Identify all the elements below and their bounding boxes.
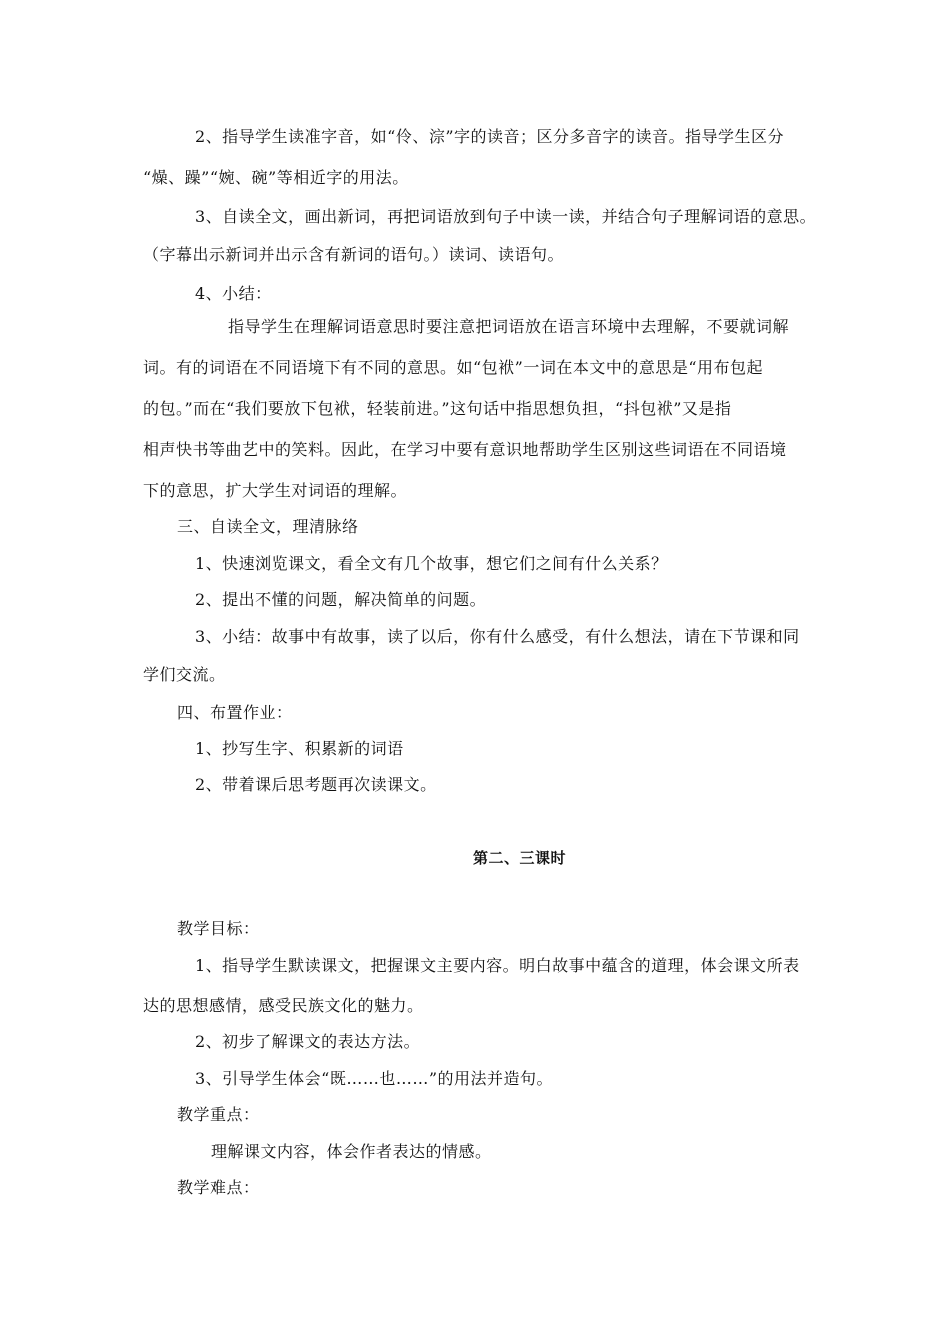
text-line: 2、指导学生读准字音，如“伶、淙”字的读音；区分多音字的读音。指导学生区分 — [195, 127, 785, 146]
section-heading: 教学难点： — [177, 1178, 260, 1197]
section-heading: 教学重点： — [177, 1105, 260, 1124]
text-line: 学们交流。 — [143, 665, 226, 684]
section-heading: 四、布置作业： — [177, 703, 293, 722]
text-line: 1、快速浏览课文，看全文有几个故事，想它们之间有什么关系？ — [195, 554, 668, 573]
text-line: 指导学生在理解词语意思时要注意把词语放在语言环境中去理解，不要就词解 — [228, 317, 790, 336]
section-heading: 三、自读全文，理清脉络 — [177, 517, 359, 536]
text-line: 2、带着课后思考题再次读课文。 — [195, 775, 437, 794]
text-line: 4、小结： — [195, 284, 272, 303]
text-line: 达的思想感情，感受民族文化的魅力。 — [143, 996, 424, 1015]
text-line: 词。有的词语在不同语境下有不同的意思。如“包袱”一词在本文中的意思是“用布包起 — [143, 358, 764, 377]
text-line: 3、自读全文，画出新词，再把词语放到句子中读一读，并结合句子理解词语的意思。 — [195, 207, 817, 226]
lesson-title: 第二、三课时 — [473, 849, 567, 867]
text-line: 2、初步了解课文的表达方法。 — [195, 1032, 421, 1051]
text-line: 3、小结：故事中有故事，读了以后，你有什么感受，有什么想法，请在下节课和同 — [195, 627, 800, 646]
text-line: 理解课文内容，体会作者表达的情感。 — [211, 1142, 492, 1161]
text-line: 1、指导学生默读课文，把握课文主要内容。明白故事中蕴含的道理，体会课文所表 — [195, 956, 800, 975]
text-line: 的包。”而在“我们要放下包袱，轻装前进。”这句话中指思想负担，“抖包袱”又是指 — [143, 399, 732, 418]
section-heading: 教学目标： — [177, 919, 260, 938]
text-line: 2、提出不懂的问题，解决简单的问题。 — [195, 590, 487, 609]
text-line: “燥、躁”“婉、碗”等相近字的用法。 — [143, 168, 409, 187]
text-line: 3、引导学生体会“既……也……”的用法并造句。 — [195, 1069, 554, 1088]
text-line: （字幕出示新词并出示含有新词的语句。）读词、读语句。 — [143, 245, 565, 264]
text-line: 1、抄写生字、积累新的词语 — [195, 739, 404, 758]
text-line: 相声快书等曲艺中的笑料。因此，在学习中要有意识地帮助学生区别这些词语在不同语境 — [143, 440, 787, 459]
text-line: 下的意思，扩大学生对词语的理解。 — [143, 481, 408, 500]
